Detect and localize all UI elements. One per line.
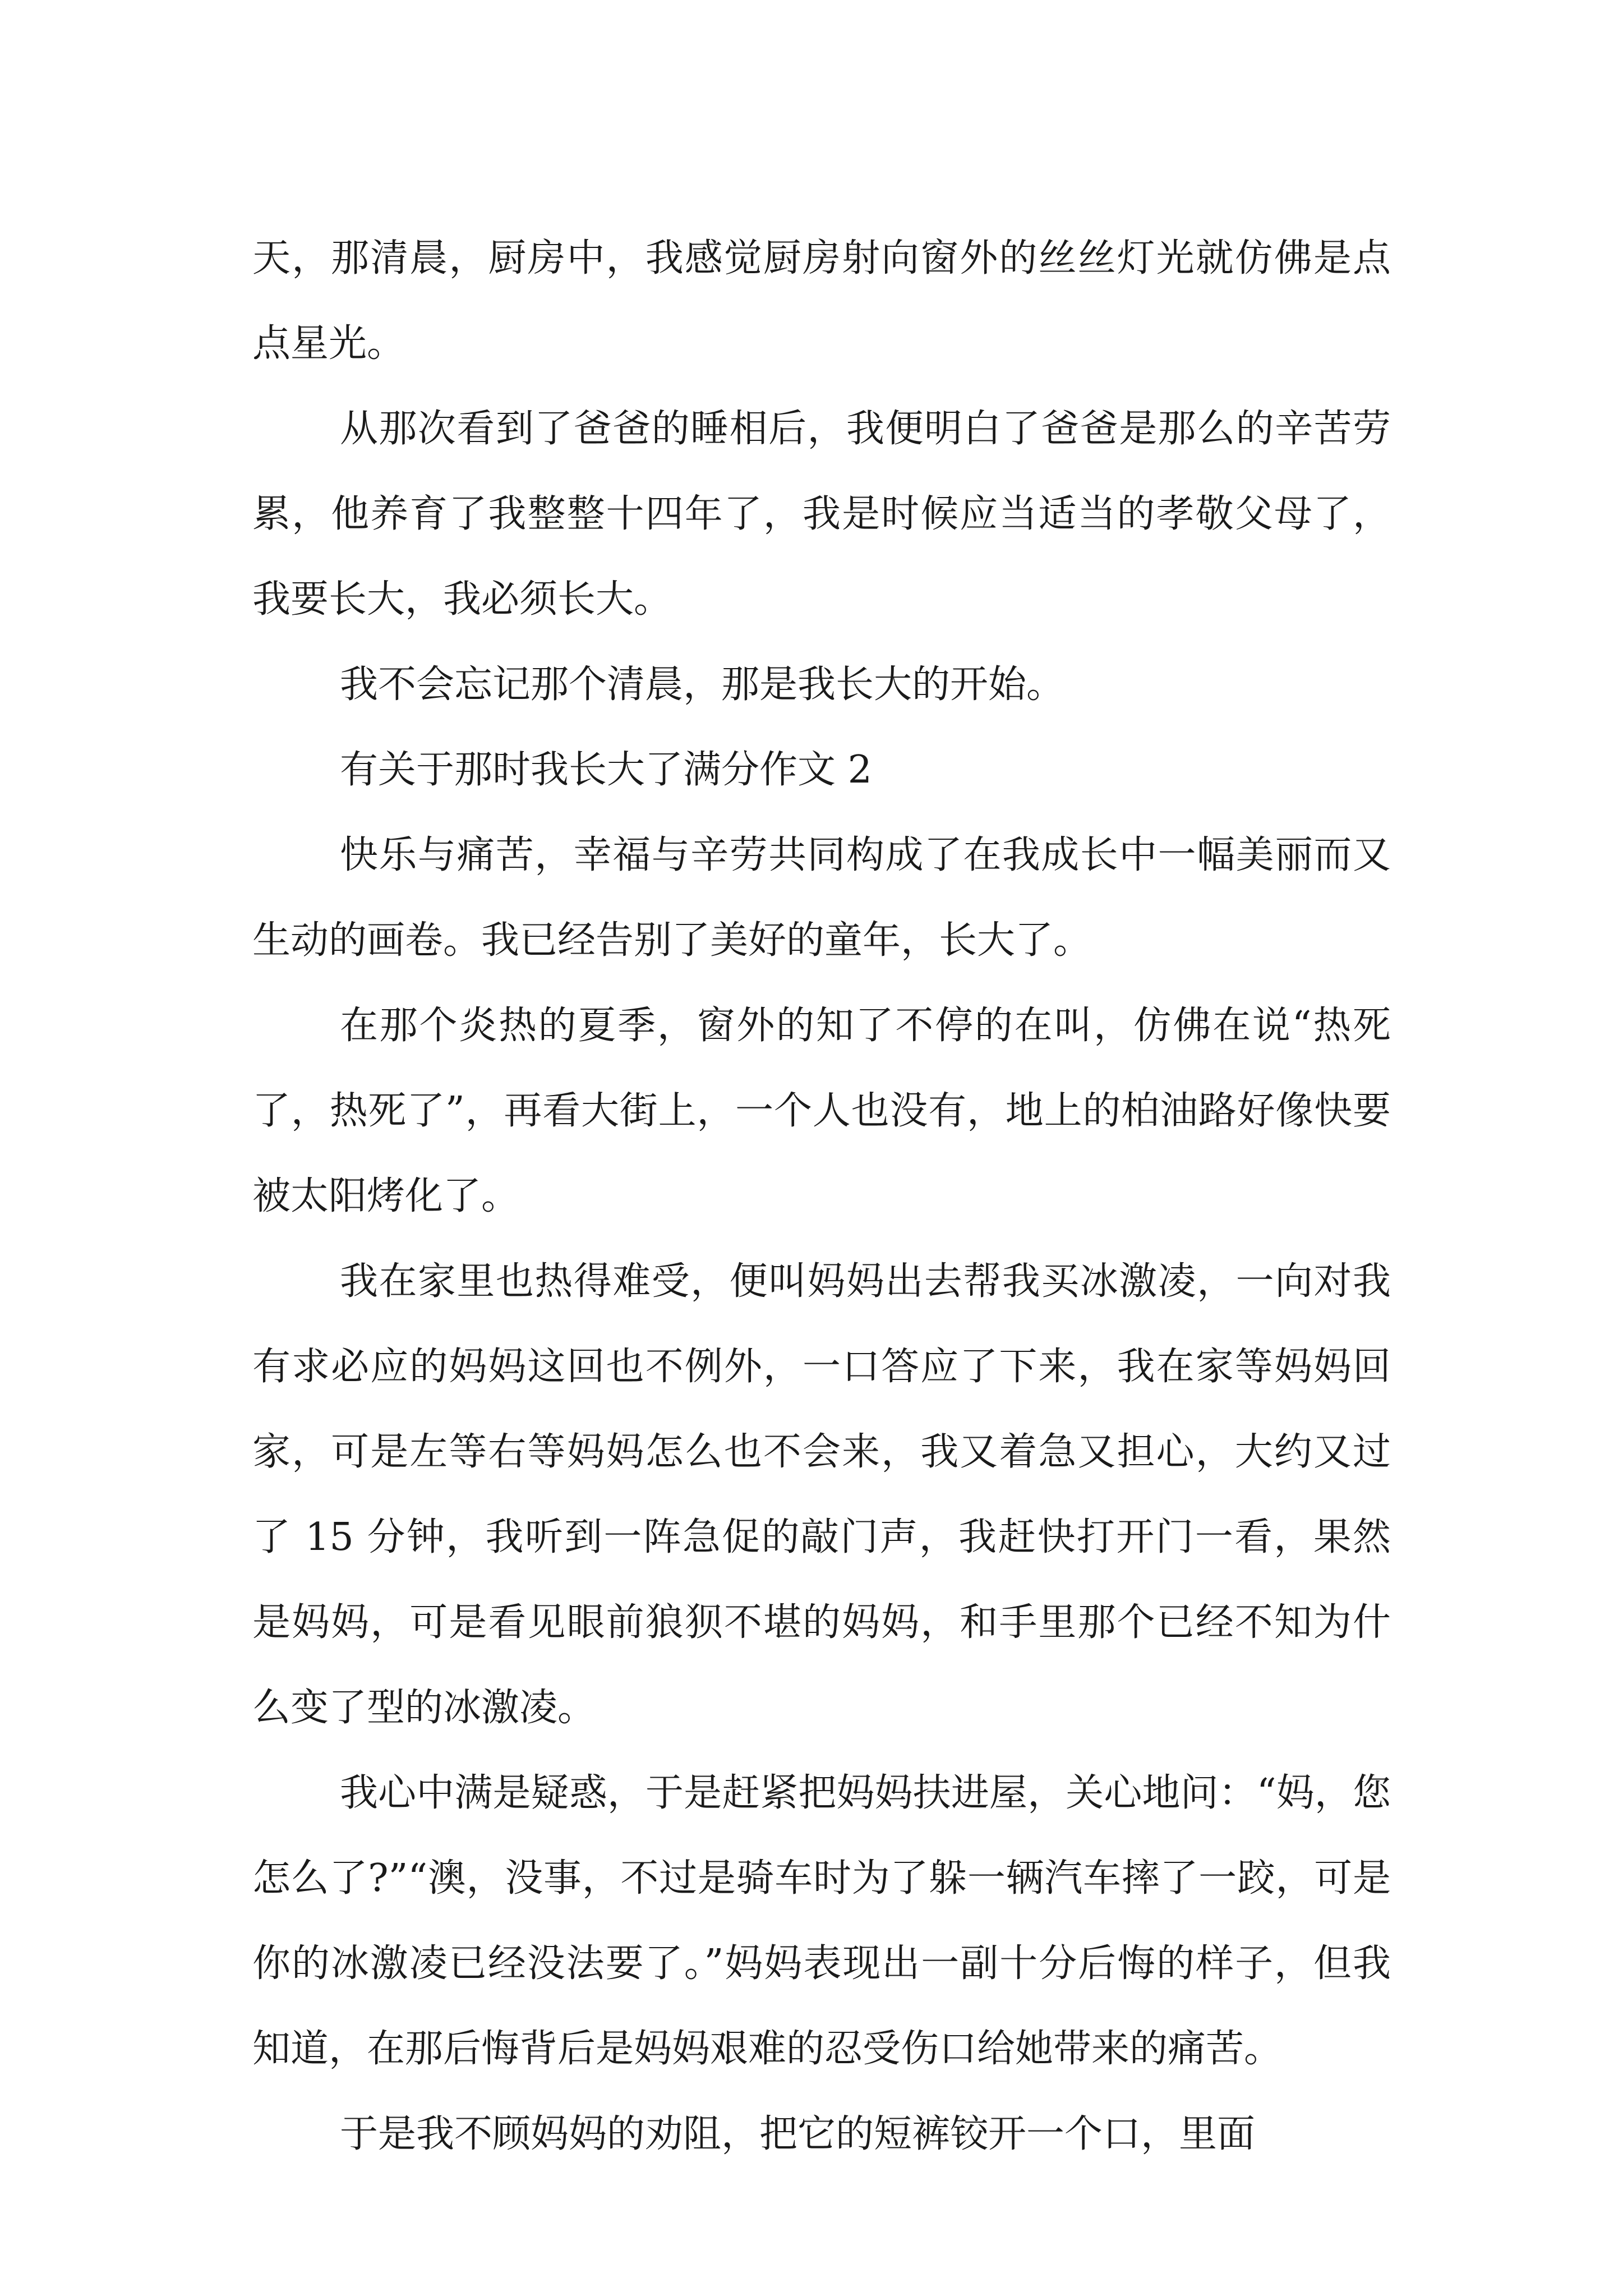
section-heading: 有关于那时我长大了满分作文 2 — [340, 748, 872, 792]
paragraph: 在那个炎热的夏季，窗外的知了不停的在叫，仿佛在说“热死了，热死了”，再看大街上，一个人也没有，地上的柏油路好像快要被太阳烤化了。 — [252, 1004, 1391, 1218]
document-body — [252, 216, 1391, 2177]
paragraph: 我心中满是疑惑，于是赶紧把妈妈扶进屋，关心地问：“妈，您怎么了?”“澳，没事，不过是骑车时为了躲一辆汽车摔了一跤，可是你的冰激凌已经没法要了。”妈妈表现出一副十分后悔的样子，但我知道，在那后悔背后是妈妈艰难的忍受伤口给她带来的痛苦。 — [252, 1771, 1391, 2071]
paragraph-truncated: 于是我不顾妈妈的劝阻，把它的短裤铰开一个口，里面 — [340, 2112, 1256, 2156]
paragraph: 我在家里也热得难受，便叫妈妈出去帮我买冰激凌，一向对我有求必应的妈妈这回也不例外，一口答应了下来，我在家等妈妈回家，可是左等右等妈妈怎么也不会来，我又着急又担心，大约又过了 15 分钟，我听到一阵急促的敲门声，我赶快打开门一看，果然是妈妈，可是看见眼前狼狈不堪的妈妈，和手里那个已经不知为什么变了型的冰激凌。 — [252, 1259, 1391, 1730]
paragraph: 从那次看到了爸爸的睡相后，我便明白了爸爸是那么的辛苦劳累，他养育了我整整十四年了，我是时候应当适当的孝敬父母了，我要长大，我必须长大。 — [252, 407, 1391, 622]
paragraph-continuation: 天，那清晨，厨房中，我感觉厨房射向窗外的丝丝灯光就仿佛是点点星光。 — [252, 236, 1391, 366]
paragraph: 快乐与痛苦，幸福与辛劳共同构成了在我成长中一幅美丽而又生动的画卷。我已经告别了美好的童年，长大了。 — [252, 833, 1391, 963]
paragraph: 我不会忘记那个清晨，那是我长大的开始。 — [340, 662, 1065, 707]
